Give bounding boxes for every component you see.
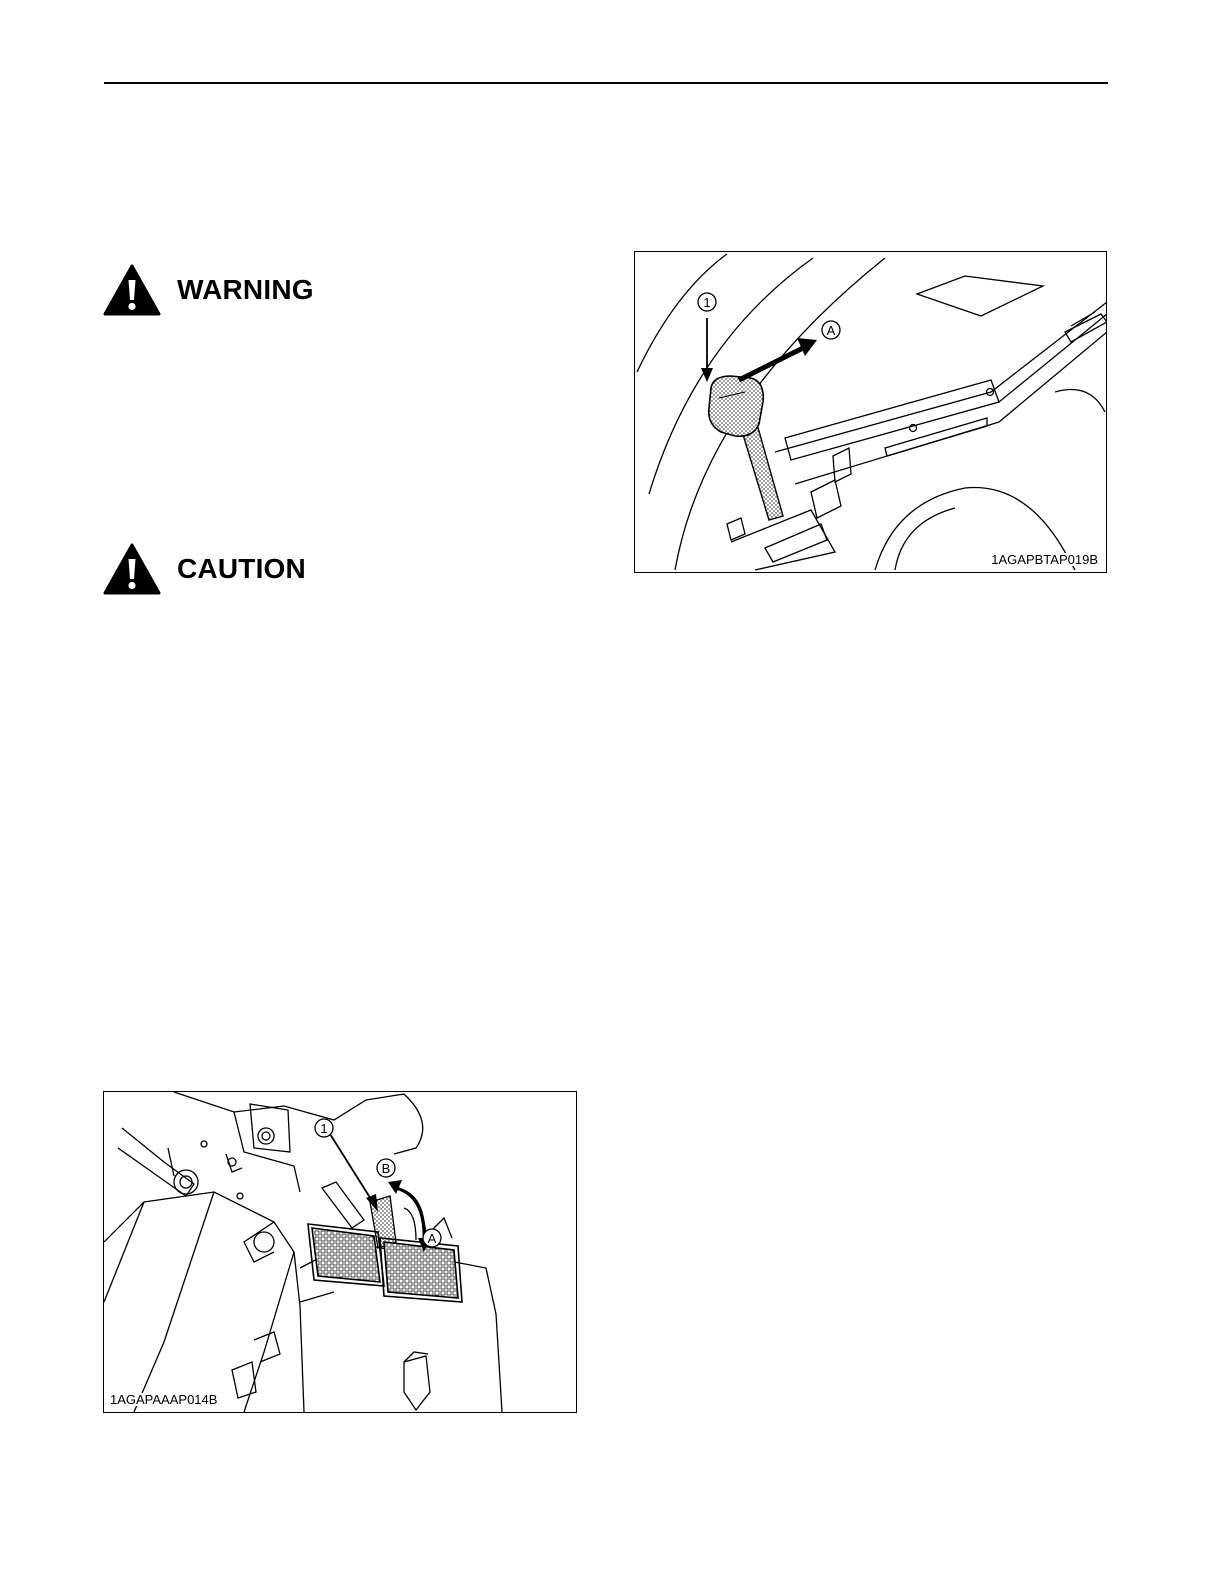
lever-callout-a: A [826,323,836,338]
warning-label: WARNING [177,274,314,305]
lever-callout-1: 1 [703,295,711,310]
pedal-callout-a: A [427,1231,437,1246]
pedal-illustration [103,1091,577,1413]
lever-illustration [634,251,1107,573]
warning-sign [103,264,314,316]
hazard-triangle-icon [103,264,161,316]
hazard-triangle-icon [103,543,161,595]
pedal-drawing [104,1092,577,1413]
caution-label: CAUTION [177,553,306,584]
pedal-callout-b: B [381,1161,391,1176]
lever-figure-code: 1AGAPBTAP019B [991,552,1098,567]
pedal-callout-1: 1 [320,1121,328,1136]
pedal-figure-code: 1AGAPAAAP014B [110,1392,218,1407]
header-rule [104,82,1108,84]
lever-drawing [635,252,1107,573]
caution-sign [103,543,306,595]
